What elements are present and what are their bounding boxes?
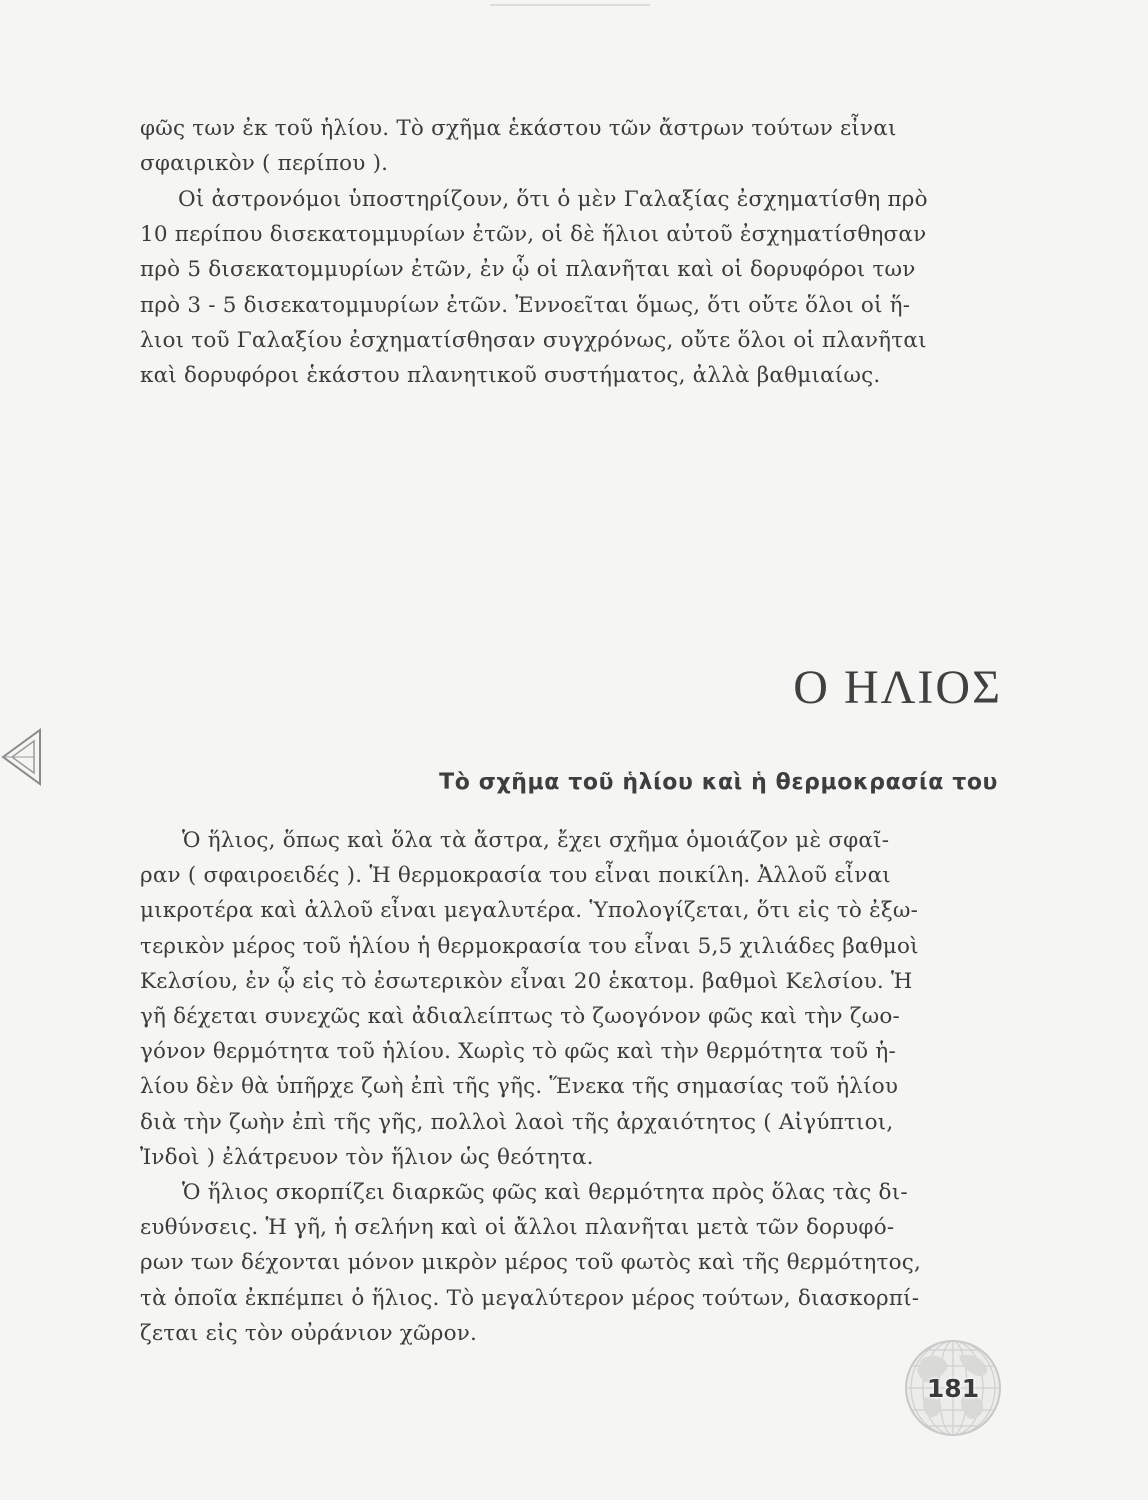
paragraph-top-1 (140, 111, 954, 181)
text-line: πρὸ 3 - 5 δισεκατομμυρίων ἐτῶν. Ἐννοεῖται ὅμως, ὅτι οὔτε ὅλοι οἱ ἥ- (140, 292, 911, 318)
text-line: τὰ ὁποῖα ἐκπέμπει ὁ ἥλιος. Τὸ μεγαλύτερον μέρος τούτων, διασκορπί- (140, 1285, 920, 1311)
text-line: γῆ δέχεται συνεχῶς καὶ ἀδιαλείπτως τὸ ζωογόνον φῶς καὶ τὴν ζωο- (140, 1004, 901, 1030)
scan-artifact (490, 4, 650, 6)
page-number: 181 (926, 1374, 980, 1403)
text-line: Κελσίου, ἐν ᾧ εἰς τὸ ἐσωτερικὸν εἶναι 20 ἑκατομ. βαθμοὶ Κελσίου. Ἡ (140, 968, 913, 994)
text-line: 10 περίπου δισεκατομμυρίων ἐτῶν, οἱ δὲ ἥλιοι αὐτοῦ ἐσχηματίσθησαν (140, 222, 927, 248)
text-line: Ὁ ἥλιος, ὅπως καὶ ὅλα τὰ ἄστρα, ἔχει σχῆμα ὁμοιάζον μὲ σφαῖ- (182, 828, 890, 853)
text-line: μικροτέρα καὶ ἀλλοῦ εἶναι μεγαλυτέρα. Ὑπολογίζεται, ὅτι εἰς τὸ ἐξω- (140, 898, 919, 924)
paragraph-bottom-2 (140, 1175, 962, 1351)
text-line: φῶς των ἐκ τοῦ ἡλίου. Τὸ σχῆμα ἑκάστου τῶν ἄστρων τούτων εἶναι (140, 116, 897, 141)
text-line: πρὸ 5 δισεκατομμυρίων ἐτῶν, ἐν ᾧ οἱ πλανῆται καὶ οἱ δορυφόροι των (140, 257, 916, 283)
chapter-title: Ο ΗΛΙΟΣ (793, 661, 1002, 714)
text-line: καὶ δορυφόροι ἑκάστου πλανητικοῦ συστήματος, ἀλλὰ βαθμιαίως. (140, 363, 881, 389)
text-line: λιοι τοῦ Γαλαξίου ἐσχηματίσθησαν συγχρόνως, οὔτε ὅλοι οἱ πλανῆται (140, 327, 927, 353)
text-line: σφαιρικὸν ( περίπου ). (140, 151, 389, 177)
text-line: ρων των δέχονται μόνον μικρὸν μέρος τοῦ φωτὸς καὶ τῆς θερμότητος, (140, 1250, 921, 1276)
triangle-marker-icon (0, 722, 50, 792)
paragraph-bottom-1 (140, 823, 962, 1175)
text-line: ζεται εἰς τὸν οὐράνιον χῶρον. (140, 1320, 478, 1346)
text-line: ραν ( σφαιροειδές ). Ἡ θερμοκρασία του εἶναι ποικίλη. Ἀλλοῦ εἶναι (140, 863, 891, 889)
text-line: Οἱ ἀστρονόμοι ὑποστηρίζουν, ὅτι ὁ μὲν Γαλαξίας ἐσχηματίσθη πρὸ (178, 187, 928, 212)
text-line: Ὁ ἥλιος σκορπίζει διαρκῶς φῶς καὶ θερμότητα πρὸς ὅλας τὰς δι- (182, 1180, 908, 1205)
text-line: λίου δὲν θὰ ὑπῆρχε ζωὴ ἐπὶ τῆς γῆς. Ἕνεκα τῆς σημασίας τοῦ ἡλίου (140, 1074, 899, 1100)
paragraph-top-2 (140, 182, 954, 393)
text-line: ευθύνσεις. Ἡ γῆ, ἡ σελήνη καὶ οἱ ἄλλοι πλανῆται μετὰ τῶν δορυφό- (140, 1215, 895, 1241)
text-line: τερικὸν μέρος τοῦ ἡλίου ἡ θερμοκρασία του εἶναι 5,5 χιλιάδες βαθμοὶ (140, 933, 919, 959)
text-line: γόνον θερμότητα τοῦ ἡλίου. Χωρὶς τὸ φῶς καὶ τὴν θερμότητα τοῦ ἡ- (140, 1039, 896, 1065)
text-line: διὰ τὴν ζωὴν ἐπὶ τῆς γῆς, πολλοὶ λαοὶ τῆς ἀρχαιότητος ( Αἰγύπτιοι, (140, 1109, 894, 1135)
section-heading: Τὸ σχῆμα τοῦ ἡλίου καὶ ἡ θερμοκρασία του (439, 770, 998, 795)
text-line: Ἰνδοὶ ) ἐλάτρευον τὸν ἥλιον ὡς θεότητα. (140, 1144, 594, 1170)
